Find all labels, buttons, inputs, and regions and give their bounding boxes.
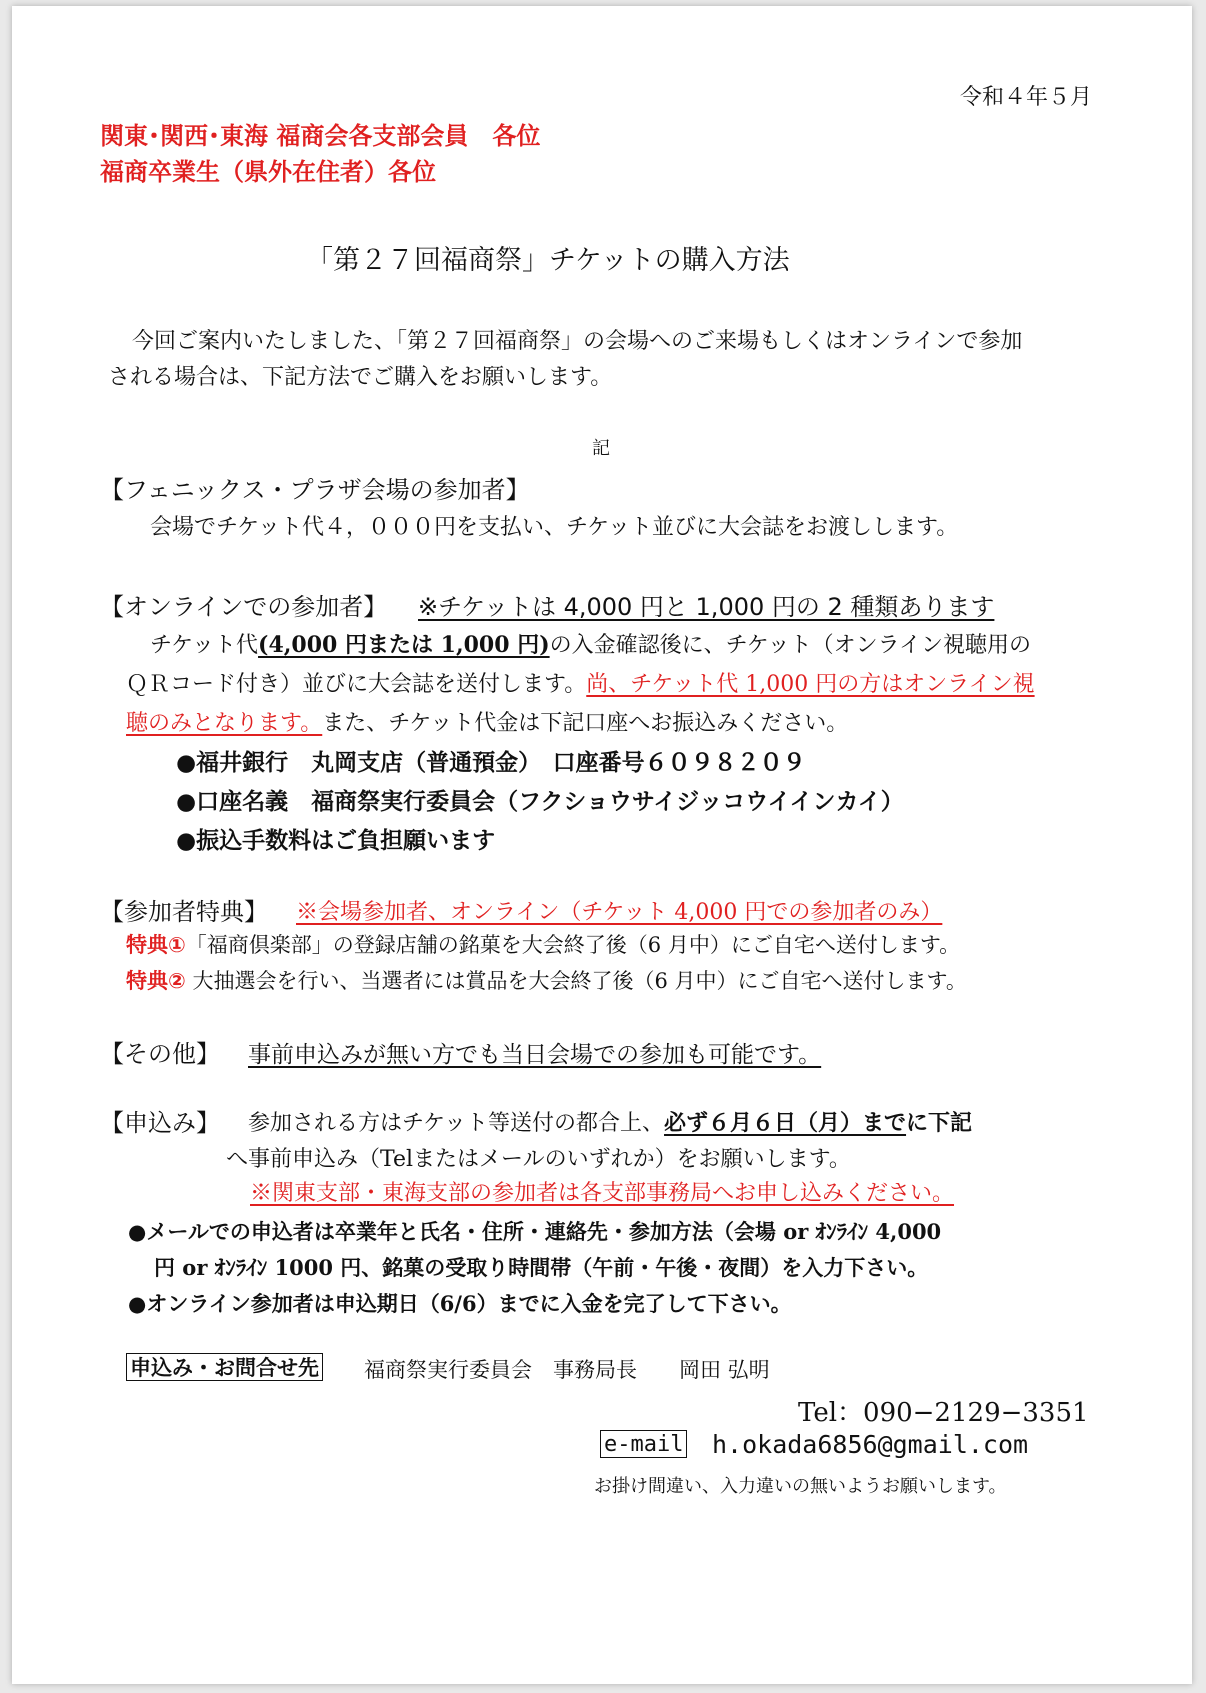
apply-bullet-1-cont: 円 or ｵﾝﾗｲﾝ 1000 円、銘菓の受取り時間帯（午前・午後・夜間）を入力下さい。: [154, 1255, 929, 1280]
bank-line-1: ●福井銀行 丸岡支店（普通預金） 口座番号６０９８２０９: [176, 750, 806, 776]
online-line-3: [126, 706, 848, 737]
online-ticket-note: ※チケットは 4,000 円と 1,000 円の 2 種類あります: [418, 593, 995, 621]
apply-line-2: へ事前申込み（Telまたはメールのいずれか）をお願いします。: [226, 1147, 851, 1172]
other-text: 事前申込みが無い方でも当日会場での参加も可能です。: [248, 1042, 822, 1068]
apply-bullet-1: ●メールでの申込者は卒業年と氏名・住所・連絡先・参加方法（会場 or ｵﾝﾗｲﾝ 4,000: [128, 1219, 942, 1244]
online-line-1-a: チケット代: [150, 633, 259, 658]
bank-line-2: ●口座名義 福商祭実行委員会（フクショウサイジッコウイインカイ）: [176, 789, 904, 815]
contact-tel: Tel：090−2129−3351: [798, 1398, 1089, 1428]
intro-line-1: 今回ご案内いたしました、「第２７回福商祭」の会場へのご来場もしくはオンラインで参加: [132, 329, 1023, 354]
apply-line-1: [248, 1106, 972, 1137]
apply-heading: 【申込み】: [100, 1109, 220, 1137]
contact-org: 福商祭実行委員会 事務局長 岡田 弘明: [364, 1358, 770, 1382]
contact-label-box: 申込み・お問合せ先: [126, 1353, 323, 1381]
benefits-note: ※会場参加者、オンライン（チケット 4,000 円での参加者のみ）: [296, 900, 943, 925]
benefit-2-text: 大抽選会を行い、当選者には賞品を大会終了後（6 月中）にご自宅へ送付します。: [192, 969, 967, 993]
addressee-line-1: 関東･関西･東海 福商会各支部会員 各位: [100, 122, 541, 150]
benefit-2: [126, 965, 967, 995]
date: 令和４年５月: [960, 85, 1093, 110]
online-ticket-price: (4,000 円または 1,000 円): [258, 632, 550, 658]
other-heading: 【その他】: [100, 1040, 220, 1068]
contact-email[interactable]: h.okada6856@gmail.com: [712, 1430, 1029, 1459]
apply-branch-note: ※関東支部・東海支部の参加者は各支部事務局へお申し込みください。: [250, 1181, 955, 1206]
document-title: 「第２７回福商祭」チケットの購入方法: [306, 245, 790, 276]
benefit-1: [126, 929, 960, 959]
online-line-2: [126, 667, 1035, 698]
online-notice-red-cont: 聴のみとなります。: [126, 711, 323, 736]
online-heading: 【オンラインでの参加者】: [100, 593, 388, 621]
online-notice-red: 尚、チケット代 1,000 円の方はオンライン視: [586, 672, 1035, 697]
intro-line-2: される場合は、下記方法でご購入をお願いします。: [108, 365, 613, 390]
benefits-heading: 【参加者特典】: [100, 898, 268, 926]
apply-line-1-c: に下記: [906, 1110, 973, 1136]
benefit-2-label: 特典②: [126, 969, 186, 993]
benefit-1-label: 特典①: [126, 933, 186, 957]
contact-label: [126, 1352, 323, 1382]
venue-text: 会場でチケット代４，０００円を支払い、チケット並びに大会誌をお渡しします。: [150, 515, 959, 540]
email-label-box: e-mail: [600, 1430, 687, 1458]
benefit-1-text: 「福商倶楽部」の登録店舗の銘菓を大会終了後（6 月中）にご自宅へ送付します。: [185, 933, 961, 957]
online-line-1-c: の入金確認後に、チケット（オンライン視聴用の: [549, 633, 1031, 658]
document-page: [12, 6, 1192, 1684]
online-line-2-a: ＱＲコード付き）並びに大会誌を送付します。: [126, 672, 587, 697]
email-label: [600, 1432, 687, 1457]
online-line-3-b: また、チケット代金は下記口座へお振込みください。: [322, 711, 849, 736]
apply-bullet-2: ●オンライン参加者は申込期日（6/6）までに入金を完了して下さい。: [128, 1291, 792, 1316]
bank-line-3: ●振込手数料はご負担願います: [176, 828, 496, 854]
contact-footnote: お掛け間違い、入力違いの無いようお願いします。: [594, 1476, 1007, 1497]
apply-line-1-a: 参加される方はチケット等送付の都合上、: [248, 1111, 665, 1136]
apply-deadline: 必ず６月６日（月）まで: [664, 1110, 907, 1136]
venue-heading: 【フェニックス・プラザ会場の参加者】: [100, 476, 530, 504]
ki-marker: 記: [592, 438, 610, 459]
online-line-1: [150, 628, 1031, 659]
addressee-line-2: 福商卒業生（県外在住者）各位: [100, 158, 436, 186]
